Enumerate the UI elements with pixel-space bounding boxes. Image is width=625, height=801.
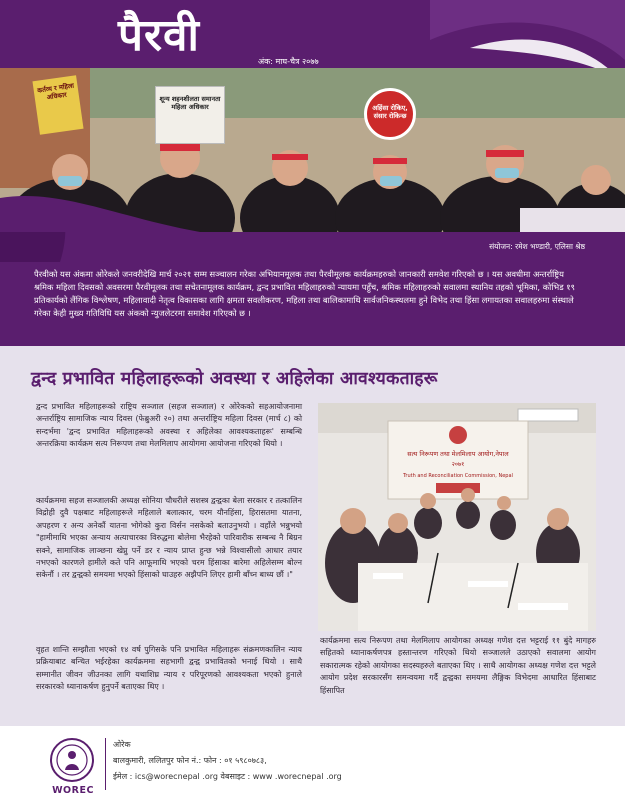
footer-address: बालकुमारी, ललितपुर फोन नं.: फोन : ०१ ५९८०७८३,: [113, 756, 267, 765]
footer-org: ओरेक: [113, 740, 131, 749]
intro-paragraph: पैरवीको यस अंकमा ओरेकले जनवरीदेखि मार्च २०२१ सम्म सञ्चालन गरेका अभियानमूलक तथा पैरवीमूलक कार्यक्रमहरुको जानकारी समवेश गरिएको छ । यस अवधीमा अन्तर्राष्ट्रिय श्रमिक महिला दिवसको अवसरमा पैरवीमूलक तथा सचेतनामूलक कार्यक्रम, द्वन्द प्रभावित महिलाहरुको न्यायमा पहुँच, श्रमिक महिलाहरुको सवालमा स्थानिय तहको भूमिका, कोभिड १९ प्रतिकार्यको लैंगिक विश्लेषण, महिलावादी नेतृत्व विकासका लागि क्षमता सवलीकरण, महिला तथा बालिकामाथि सार्वजनिकस्थलमा हुने विभेद तथा हिंसा लगायतका सवालहरुमा संस्थाले गरेका केही मुख्य गतिविधि यस अंकको न्युजलेटरमा समावेश गरिएको छ ।: [0, 262, 625, 346]
editors-credit: संयोजन: रमेश भण्डारी, एलिसा श्रेष्ठ: [489, 242, 585, 251]
banner-nepali-text: सत्य निरूपण तथा मेलमिलाप आयोग,नेपाल: [407, 450, 509, 458]
protest-sign-tolerance-text: शून्य शहनशीलता समानता महिला अधिकार: [159, 95, 221, 112]
footer-contact-block: [113, 737, 342, 785]
article-paragraph-1-text: द्वन्द प्रभावित महिलाहरूको राष्ट्रिय सञ्जाल (सहज सञ्जाल) र ओरेकको सहआयोजनामा अन्तर्राष्ट्रिय सामाजिक न्याय दिवस (फेब्रुअरी २०) तथा अन्तर्राष्ट्रिय महिला दिवस (मार्च ८) को सन्दर्भमा 'द्वन्द प्रभावित महिलाहरूको अवस्था र अहिलेका आवश्यकताहरू' सम्बन्धि अन्तरक्रिया कार्यक्रम सत्य निरूपण तथा मेलमिलाप आयोगमा आयोजना गरिएको थियो ।: [36, 402, 302, 449]
banner-english-text: Truth and Reconciliation Commission, Nepal: [403, 473, 513, 479]
article-paragraph-2-text: कार्यक्रममा सहज सञ्जालकी अध्यक्ष सोनिया चौधरीले सशस्त्र द्वन्द्वका बेला सरकार र तत्कालिन विद्रोही दुवै पक्षबाट महिलाहरूले महिलाले बलात्कार, चरम यौनहिंसा, हिरासतमा यातना, अपहरण र अन्य अनेकौं यातना भोगेको कुरा विर्सन नसकेको बताउनुभयो । वहाँले भन्नुभयो "हामीमाथि भएका अन्याय अत्याचारका विरुद्धमा बोलेमा भैरहेको पारिवारीक सम्बन्ध नै बिग्रन सक्ने, सामाजिक लाञ्छना खेप्नु पर्ने डर र न्याय प्राप्त हुन्छ भन्ने विश्वासीलो आधार तयार नभएको कारणले हामीले कते पनि आफूमाथि भएको चरम हिंसाका बारेमा अहिलेसम्म बोल्न सकेनौं । तर द्वन्द्वको समयमा भएको हिंसाको घाउहरु अझैपनि लिएर हामी बाँच्न बाध्य छौं ।": [36, 496, 302, 580]
worec-logo-icon: [52, 740, 92, 780]
protest-sign-tolerance: [155, 86, 225, 144]
protest-sign-stop-violence-text: अहिंसा रोकिए, संसार रोकिन्छ: [372, 104, 408, 121]
footer-contact: ईमेल : ics@worecnepal .org वेबसाइट : www .worecnepal .org: [113, 772, 342, 781]
rally-photo-illustration: [0, 68, 625, 232]
meeting-photo: [318, 403, 596, 631]
meeting-photo-illustration: [318, 403, 596, 631]
article-paragraph-2: [36, 495, 302, 585]
newsletter-masthead: पैरवी: [118, 10, 200, 61]
worec-logo-text: WOREC: [52, 785, 94, 796]
article-paragraph-1: [36, 401, 302, 454]
banner-year-text: २०७१: [451, 461, 465, 468]
issue-label: अंक: माघ-चैत्र २०७७: [258, 57, 319, 66]
worec-logo: [50, 738, 94, 782]
protest-sign-rights-text: कर्तव्य र महिला अधिकार: [36, 81, 75, 102]
article-paragraph-3-text: वृहत शान्ति सम्झौता भएको १४ वर्ष पुगिसके पनि प्रभावित महिलाहरू संक्रमणकालिन न्याय प्रक्रियाबाट बन्चित भईरहेका कार्यक्रममा सहभागी द्वन्द्व प्रभावितको भनाई थियो । साथै सम्मानीत जीवन जीउनका लागि यथाशिघ्र न्याय र परिपूरणको आवश्यकता भएको हुनाले सरकारको ध्यानाकर्षण हुनुपर्ने बताएका थिए ।: [36, 645, 302, 692]
protest-sign-rights: [32, 75, 83, 135]
footer-divider: [105, 738, 106, 790]
header-banner: [0, 0, 625, 262]
protest-sign-stop-violence: [364, 88, 416, 140]
article-paragraph-3: [36, 644, 302, 697]
rally-photo: [0, 68, 625, 232]
photo-caption: कार्यक्रममा सत्य निरूपण तथा मेलमिलाप आयोगका अध्यक्ष गणेश दत्त भट्टराई ११ बुंदे मागहरु सहितको ध्यानाकर्षणपत्र हस्तान्तरण गरिएको थियो सञ्जालले उठाएको सवालमा आयोग सकारात्मक रहेको आयोगका सदस्यहरुले बताएका थिए । साथै आयोगका अध्यक्ष गणेश दत्त भट्टले आयोग प्रदेश सरकारसँग समन्वयमा गर्दै द्वन्द्वका समयमा लैङ्गिक विभेदमा आधारित हिंसाबाट हिंसापित: [320, 636, 596, 695]
article-title: द्वन्द प्रभावित महिलाहरूको अवस्था र अहिलेका आवश्यकताहरू: [31, 369, 438, 389]
